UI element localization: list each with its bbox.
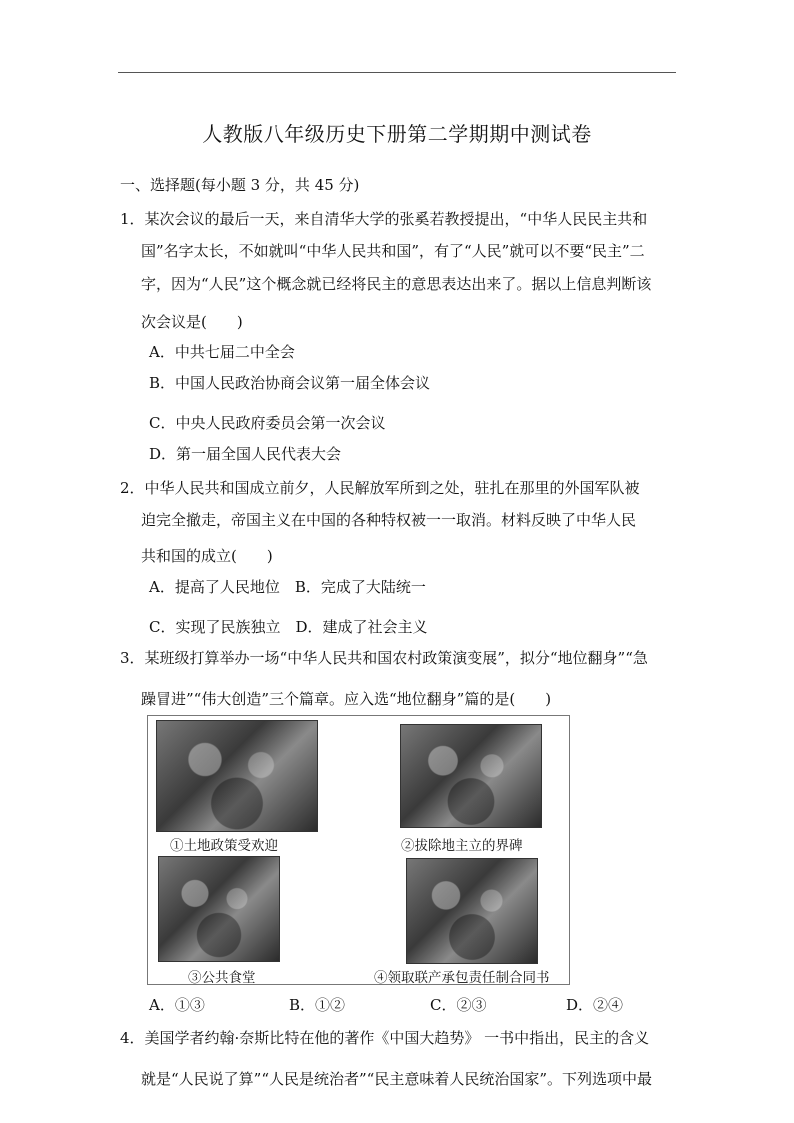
q3-answer-d: D．②④ — [566, 996, 624, 1014]
q3-photo-figure — [147, 715, 570, 985]
q2-line-2: 迫完全撤走，帝国主义在中国的各种特权被一一取消。材料反映了中华人民 — [141, 511, 637, 529]
photo-public-canteen — [158, 856, 280, 962]
q2-option-ab: A．提高了人民地位 B．完成了大陆统一 — [149, 578, 426, 596]
q1-line-4: 次会议是( ) — [141, 313, 243, 331]
q2-option-cd: C．实现了民族独立 D．建成了社会主义 — [149, 618, 428, 636]
caption-3: ③公共食堂 — [188, 970, 256, 986]
q1-line-1: 1．某次会议的最后一天，来自清华大学的张奚若教授提出，“中华人民民主共和 — [120, 210, 648, 228]
photo-land-policy — [156, 720, 318, 832]
q1-line-2: 国”名字太长，不如就叫“中华人民共和国”，有了“人民”就可以不要“民主”二 — [141, 242, 645, 260]
caption-2: ②拔除地主立的界碑 — [401, 838, 523, 854]
q1-option-a: A．中共七届二中全会 — [149, 343, 295, 361]
photo-contract — [406, 858, 538, 964]
q3-answer-b: B．①② — [289, 996, 346, 1014]
q2-line-1: 2．中华人民共和国成立前夕，人民解放军所到之处，驻扎在那里的外国军队被 — [120, 479, 640, 497]
photo-boundary-stone — [400, 724, 542, 828]
section-heading: 一、选择题(每小题 3 分，共 45 分) — [120, 176, 360, 194]
q1-option-c: C．中央人民政府委员会第一次会议 — [149, 414, 386, 432]
caption-4: ④领取联产承包责任制合同书 — [374, 970, 550, 986]
q3-answer-a: A．①③ — [149, 996, 205, 1014]
q1-line-3: 字，因为“人民”这个概念就已经将民主的意思表达出来了。据以上信息判断该 — [141, 275, 652, 293]
q3-line-1: 3．某班级打算举办一场“中华人民共和国农村政策演变展”，拟分“地位翻身”“急 — [120, 649, 648, 667]
exam-title: 人教版八年级历史下册第二学期期中测试卷 — [202, 122, 592, 146]
q2-line-3: 共和国的成立( ) — [141, 547, 273, 565]
q1-option-d: D．第一届全国人民代表大会 — [149, 445, 342, 463]
q4-line-1: 4．美国学者约翰·奈斯比特在他的著作《中国大趋势》 一书中指出，民主的含义 — [120, 1029, 650, 1047]
q1-option-b: B．中国人民政治协商会议第一届全体会议 — [149, 374, 431, 392]
q4-line-2: 就是“人民说了算”“人民是统治者”“民主意味着人民统治国家”。下列选项中最 — [141, 1070, 653, 1088]
header-rule — [118, 72, 676, 73]
caption-1: ①土地政策受欢迎 — [170, 838, 278, 854]
q3-line-2: 躁冒进”“伟大创造”三个篇章。应入选“地位翻身”篇的是( ) — [141, 690, 552, 708]
q3-answer-c: C．②③ — [430, 996, 487, 1014]
